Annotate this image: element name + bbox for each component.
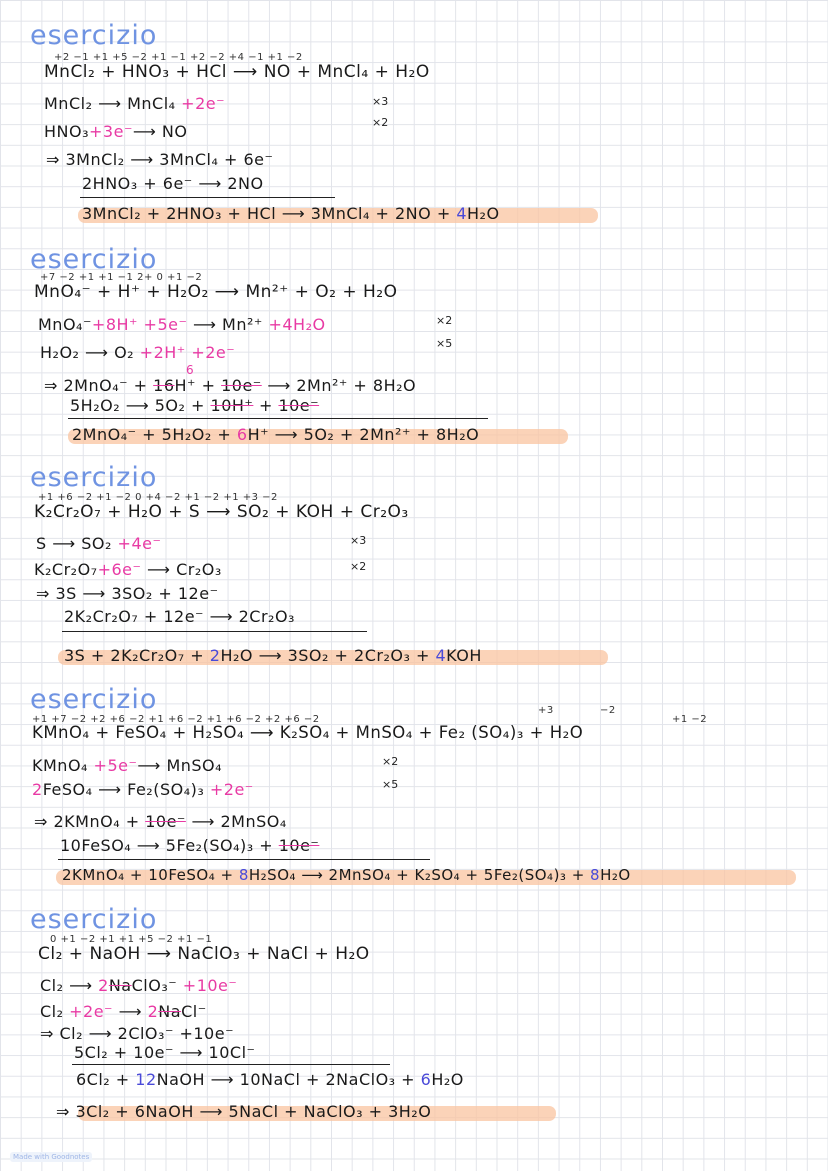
equation-unbalanced: MnCl₂ + HNO₃ + HCl ⟶ NO + MnCl₄ + H₂O: [44, 62, 430, 82]
multiplier: ×2: [372, 116, 389, 129]
balanced-equation: 2MnO₄⁻ + 5H₂O₂ + 6H⁺ ⟶ 5O₂ + 2Mn²⁺ + 8H₂O: [72, 425, 480, 444]
half-reaction-reduction: MnO₄⁻+8H⁺ +5e⁻ ⟶ Mn²⁺ +4H₂O: [38, 315, 326, 334]
oxidation-numbers: −2: [600, 705, 616, 716]
step-line: 5H₂O₂ ⟶ 5O₂ + 10H⁺ + 10e⁻: [70, 396, 320, 415]
exercise-2-title: esercizio: [30, 244, 158, 275]
oxidation-numbers: +1 +6 −2 +1 −2 0 +4 −2 +1 −2 +1 +3 −2: [38, 492, 278, 503]
step-line: 10FeSO₄ ⟶ 5Fe₂(SO₄)₃ + 10e⁻: [60, 836, 320, 855]
step-line: 5Cl₂ + 10e⁻ ⟶ 10Cl⁻: [74, 1043, 256, 1062]
half-reaction-oxidation: 2FeSO₄ ⟶ Fe₂(SO₄)₃ +2e⁻: [32, 780, 254, 799]
simplified-equation: ⇒ 3Cl₂ + 6NaOH ⟶ 5NaCl + NaClO₃ + 3H₂O: [56, 1102, 432, 1121]
oxidation-numbers: +1 −2: [672, 714, 708, 725]
multiplier: ×3: [372, 95, 389, 108]
exercise-4-title: esercizio: [30, 684, 158, 715]
equation-unbalanced: KMnO₄ + FeSO₄ + H₂SO₄ ⟶ K₂SO₄ + MnSO₄ + Fe₂ (SO₄)₃ + H₂O: [32, 723, 584, 742]
half-reaction-oxidation: MnCl₂ ⟶ MnCl₄ +2e⁻: [44, 94, 226, 113]
divider: [58, 859, 430, 860]
step-line: ⇒ 2KMnO₄ + 10e⁻ ⟶ 2MnSO₄: [34, 812, 287, 831]
step-line: 2HNO₃ + 6e⁻ ⟶ 2NO: [82, 174, 264, 193]
exercise-1-title: esercizio: [30, 20, 158, 51]
oxidation-numbers: +3: [538, 705, 554, 716]
multiplier: ×5: [382, 778, 399, 791]
balanced-equation: 3S + 2K₂Cr₂O₇ + 2H₂O ⟶ 3SO₂ + 2Cr₂O₃ + 4KOH: [64, 646, 482, 665]
half-reaction-oxidation: S ⟶ SO₂ +4e⁻: [36, 534, 162, 553]
equation-unbalanced: Cl₂ + NaOH ⟶ NaClO₃ + NaCl + H₂O: [38, 944, 370, 964]
balanced-equation: 2KMnO₄ + 10FeSO₄ + 8H₂SO₄ ⟶ 2MnSO₄ + K₂SO₄ + 5Fe₂(SO₄)₃ + 8H₂O: [62, 866, 631, 884]
half-reaction-oxidation: H₂O₂ ⟶ O₂ +2H⁺ +2e⁻: [40, 343, 236, 362]
step-line: 2K₂Cr₂O₇ + 12e⁻ ⟶ 2Cr₂O₃: [64, 607, 295, 626]
step-line: ⇒ Cl₂ ⟶ 2ClO₃⁻ +10e⁻: [40, 1024, 235, 1043]
multiplier: ×2: [350, 560, 367, 573]
step-line: ⇒ 3S ⟶ 3SO₂ + 12e⁻: [36, 584, 219, 603]
equation-unbalanced: MnO₄⁻ + H⁺ + H₂O₂ ⟶ Mn²⁺ + O₂ + H₂O: [34, 282, 398, 302]
correction-mark: 6: [186, 363, 195, 377]
exercise-3-title: esercizio: [30, 462, 158, 493]
half-reaction-reduction: HNO₃+3e⁻⟶ NO: [44, 122, 188, 141]
goodnotes-watermark: Made with Goodnotes: [10, 1152, 92, 1162]
multiplier: ×3: [350, 534, 367, 547]
half-reaction-reduction: KMnO₄ +5e⁻⟶ MnSO₄: [32, 756, 223, 775]
balanced-equation: 6Cl₂ + 12NaOH ⟶ 10NaCl + 2NaClO₃ + 6H₂O: [76, 1070, 464, 1089]
equation-unbalanced: K₂Cr₂O₇ + H₂O + S ⟶ SO₂ + KOH + Cr₂O₃: [34, 502, 409, 522]
step-line: ⇒ 2MnO₄⁻ + 16H⁺ + 10e⁻ ⟶ 2Mn²⁺ + 8H₂O: [44, 376, 417, 395]
exercise-5-title: esercizio: [30, 904, 158, 935]
oxidation-numbers: 0 +1 −2 +1 +1 +5 −2 +1 −1: [50, 934, 213, 945]
step-line: ⇒ 3MnCl₂ ⟶ 3MnCl₄ + 6e⁻: [46, 150, 274, 169]
divider: [72, 1064, 390, 1065]
oxidation-numbers: +7 −2 +1 +1 −1 2+ 0 +1 −2: [40, 272, 203, 283]
multiplier: ×5: [436, 337, 453, 350]
balanced-equation: 3MnCl₂ + 2HNO₃ + HCl ⟶ 3MnCl₄ + 2NO + 4H₂O: [82, 204, 500, 223]
divider: [62, 631, 367, 632]
divider: [68, 418, 488, 419]
divider: [80, 197, 335, 198]
oxidation-numbers: +2 −1 +1 +5 −2 +1 −1 +2 −2 +4 −1 +1 −2: [54, 52, 303, 63]
half-reaction-reduction: K₂Cr₂O₇+6e⁻ ⟶ Cr₂O₃: [34, 560, 222, 579]
oxidation-numbers: +1 +7 −2 +2 +6 −2 +1 +6 −2 +1 +6 −2 +2 +6 −2: [32, 714, 320, 725]
half-reaction-oxidation: Cl₂ ⟶ 2NaClO₃⁻ +10e⁻: [40, 976, 238, 995]
half-reaction-reduction: Cl₂ +2e⁻ ⟶ 2NaCl⁻: [40, 1002, 207, 1021]
multiplier: ×2: [382, 755, 399, 768]
multiplier: ×2: [436, 314, 453, 327]
